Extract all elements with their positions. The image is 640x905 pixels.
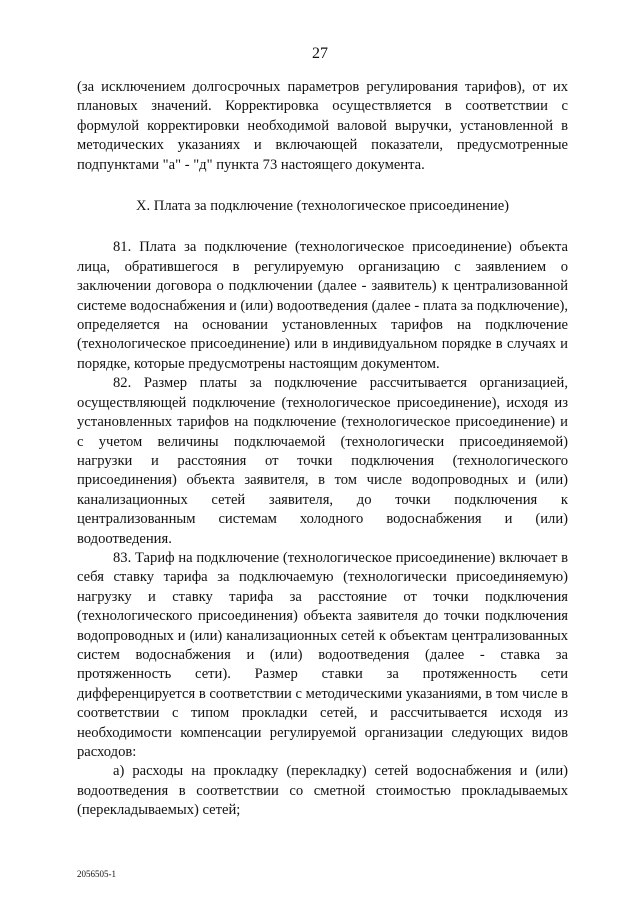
subparagraph-a: а) расходы на прокладку (перекладку) сетей водоснабжения и (или) водоотведения в соответствии со сметной стоимостью прокладываемых (перекладываемых) сетей;: [77, 763, 568, 819]
document-code: 2056505-1: [77, 869, 116, 879]
page-number: 27: [312, 45, 328, 62]
section-title: X. Плата за подключение (технологическое присоединение): [135, 198, 510, 215]
document-body: [77, 78, 568, 821]
paragraph-81: 81. Плата за подключение (технологическое присоединение) объекта лица, обратившегося в регулируемую организацию с заявлением о заключении договора о подключении (далее - заявитель) к централизованной системе водоснабжения и (или) водоотведения (далее - плата за подключение), определяется на основании установленных тарифов на подключение (технологическое присоединение) или в индивидуальном порядке в случаях и порядке, которые предусмотрены настоящим документом.: [77, 239, 568, 372]
paragraph-82: 82. Размер платы за подключение рассчитывается организацией, осуществляющей подключение (технологическое присоединение), исходя из установленных тарифов на подключение (технологическое присоединение) и с учетом величины подключаемой (технологически присоединяемой) нагрузки и расстояния от точки подключения (технологического присоединения) объекта заявителя, в том числе водопроводных и (или) канализационных сетей заявителя, до точки подключения к централизованным системам холодного водоснабжения и (или) водоотведения.: [77, 375, 568, 547]
intro-paragraph: (за исключением долгосрочных параметров регулирования тарифов), от их плановых значений. Корректировка осуществляется в соответствии с формулой корректировки необходимой валовой выручки, установленной в методических указаниях и включающей показатели, предусмотренные подпунктами "а" - "д" пункта 73 настоящего документа.: [77, 79, 568, 173]
paragraph-83: 83. Тариф на подключение (технологическое присоединение) включает в себя ставку тарифа за подключаемую (технологически присоединяемую) нагрузку и ставку тарифа за расстояние от точки подключения (технологического присоединения) объекта заявителя до точки подключения водопроводных и (или) канализационных сетей к объектам централизованных систем водоснабжения и (или) водоотведения (далее - ставка за протяженность сети). Размер ставки за протяженность сети дифференцируется в соответствии с методическими указаниями, в том числе в соответствии с типом прокладки сетей, и рассчитывается исходя из необходимости компенсации регулируемой организации следующих видов расходов:: [77, 549, 568, 760]
